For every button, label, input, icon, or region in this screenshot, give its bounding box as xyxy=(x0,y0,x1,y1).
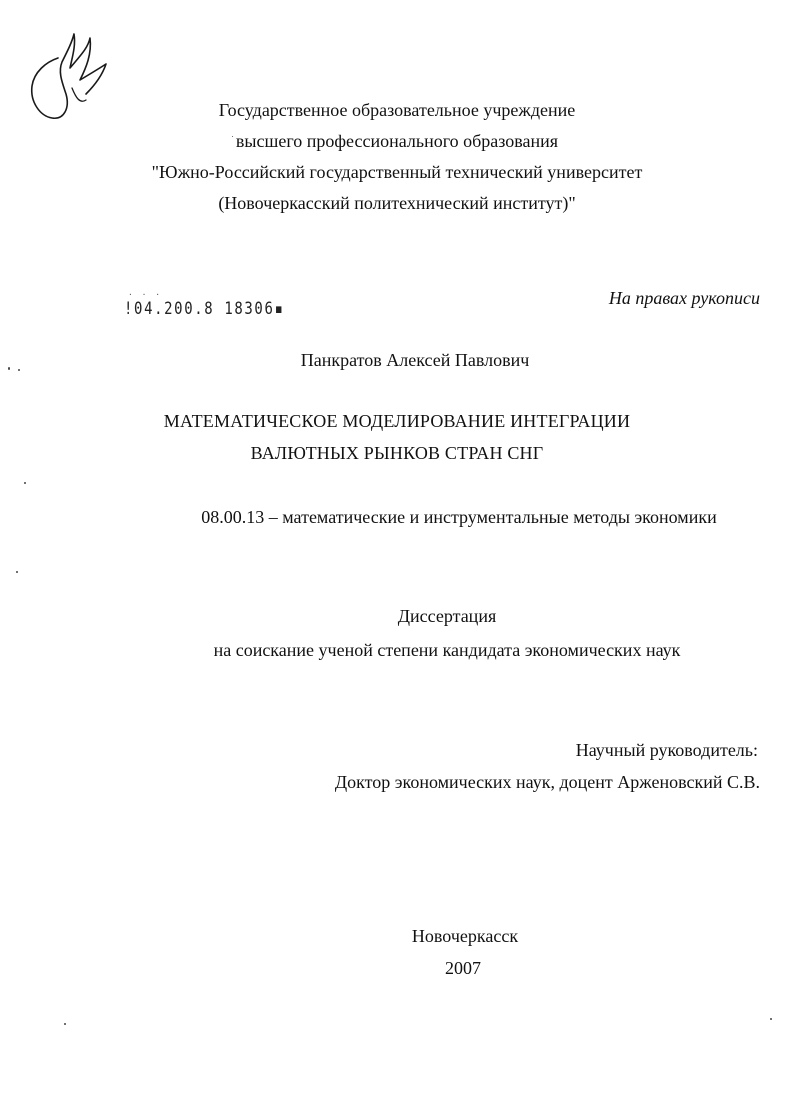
institution-line-3: "Южно-Российский государственный технический университет xyxy=(151,162,643,182)
supervisor-label: Научный руководитель: xyxy=(575,740,758,760)
stamp-dots: . . . xyxy=(128,288,163,297)
document-type: Диссертация xyxy=(397,606,497,626)
library-stamp-number: !04.200.8 18306▪ xyxy=(124,299,285,319)
specialty-code: 08.00.13 – математические и инструментальные методы экономики xyxy=(201,507,717,527)
institution-line-2: высшего профессионального образования xyxy=(235,131,559,151)
scan-speck xyxy=(64,1023,66,1025)
institution-line-4: (Новочеркасский политехнический институт)" xyxy=(218,193,576,213)
city: Новочеркасск xyxy=(411,926,519,946)
supervisor-name: Доктор экономических наук, доцент Арженовский С.В. xyxy=(334,772,760,792)
scan-speck xyxy=(770,1018,772,1020)
degree-sought: на соискание ученой степени кандидата экономических наук xyxy=(213,640,681,660)
author-name: Панкратов Алексей Павлович xyxy=(300,350,530,370)
institution-line-1: Государственное образовательное учреждение xyxy=(218,100,576,120)
scan-speck xyxy=(24,482,26,484)
dissertation-title-line-1: МАТЕМАТИЧЕСКОЕ МОДЕЛИРОВАНИЕ ИНТЕГРАЦИИ xyxy=(163,411,631,431)
scan-speck xyxy=(232,136,233,137)
scan-speck xyxy=(8,367,10,370)
scan-speck xyxy=(16,571,18,573)
dissertation-title-line-2: ВАЛЮТНЫХ РЫНКОВ СТРАН СНГ xyxy=(250,443,544,463)
manuscript-note: На правах рукописи xyxy=(608,288,760,308)
year: 2007 xyxy=(445,958,481,978)
scan-speck xyxy=(18,369,20,371)
